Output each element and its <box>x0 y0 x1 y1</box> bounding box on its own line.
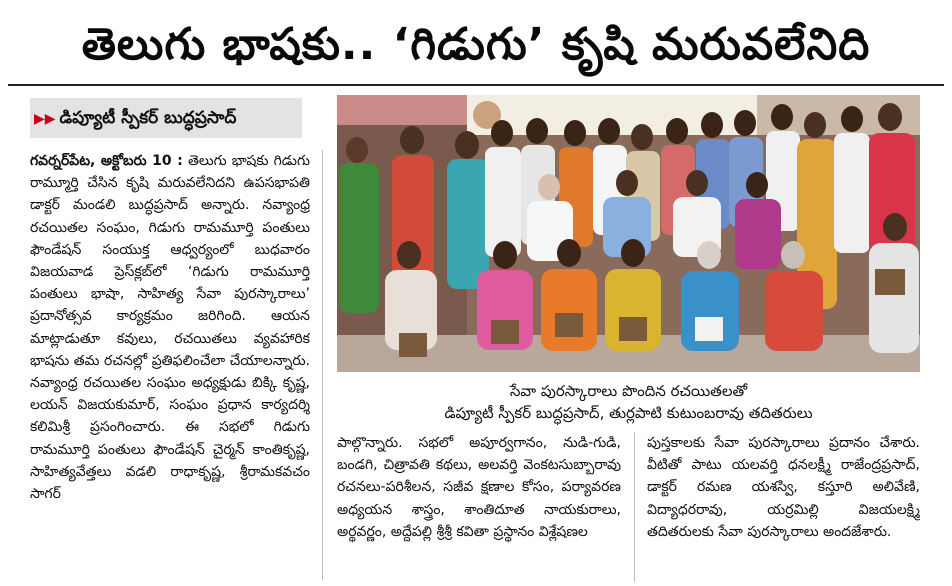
article-column-3: పుస్తకాలకు సేవా పురస్కారాలు ప్రదానం చేశారు. వీటితో పాటు యలవర్తి ధనలక్ష్మీ రాజేంద్రప్రసాద్, డాక్టర్ రమణ యశస్వి, కస్తూరి అలివేణి, విద్యాధరరావు, యర్రమిల్లి విజయలక్ష్మి తదితరులకు సేవా పురస్కారాలు అందజేశారు. <box>647 435 920 540</box>
article-text-1: తెలుగు భాషకు గిడుగు రామ్మూర్తి చేసిన కృషి మరువలేనిదని ఉపసభాపతి డాక్టర్ మండలి బుద్ధప్రసాద్ అన్నారు. నవ్యాంధ్ర రచయితల సంఘం, గిడుగు రామమూర్తి పంతులు ఫౌండేషన్ సంయుక్త ఆధ్వర్యంలో బుధవారం విజయవాడ ప్రెస్‌క్లబ్‌లో ‘గిడుగు రామమూర్తి పంతులు భాషా, సాహిత్య సేవా పురస్కారాలు’ ప్రదానోత్సవ కార్యక్రమం జరిగింది. ఆయన మాట్లాడుతూ కవులు, రచయితలు వ్యవహారిక భాషను తమ రచనల్లో ప్రతిఫలించేలా చేయాలన్నారు. నవ్యాంధ్ర రచయితల సంఘం అధ్యక్షుడు బిక్కి కృష్ణ, లయన్ విజయకుమార్, సంఘం ప్రధాన కార్యదర్శి కలిమిశ్రీ ప్రసంగించారు. ఈ సభలో గిడుగు రామమూర్తి పంతులు ఫౌండేషన్ చైర్మన్ కాంతికృష్ణ, సాహిత్యవేత్తలు వడలి రాధాకృష్ణ, శ్రీరామకవచం సాగర్ <box>30 153 310 503</box>
article-column-1 <box>30 150 310 580</box>
article-column-2: పాల్గొన్నారు. సభలో అపూర్వగానం, నుడి-గుడి, బండగి, చిత్రావతి కథలు, అలవర్తి వెంకటసుబ్బారావు రచనలు-పరిశీలన, సజీవ క్షణాల కోసం, పర్యావరణ అధ్యయన శాస్త్రం, శాంతిదూత నాయకురాలు, అర్థవర్ణం, అద్దేపల్లి శ్రీశ్రీ కవితా ప్రస్థానం విశ్లేషణల <box>337 435 621 540</box>
caption-line-1: సేవా పురస్కారాలు పొందిన రచయితలతో <box>509 382 748 400</box>
caption-line-2: డిప్యూటీ స్పీకర్ బుద్ధప్రసాద్, తుర్లపాటి కుటుంబరావు తదితరులు <box>444 404 813 422</box>
article-photo <box>337 95 920 372</box>
dateline: గవర్నర్‌పేట, అక్టోబరు 10 : <box>30 153 183 169</box>
headline: తెలుగు భాషకు.. ‘గిడుగు’ కృషి మరువలేనిది <box>81 19 871 70</box>
byline-text: డిప్యూటీ స్పీకర్ బుద్ధప్రసాద్ <box>59 108 237 128</box>
headline-rule <box>8 84 944 86</box>
double-triangle-icon: ▶▶ <box>34 111 56 127</box>
photo-caption <box>337 380 920 426</box>
column-divider <box>634 432 635 582</box>
column-divider <box>322 150 323 580</box>
byline <box>30 98 302 138</box>
